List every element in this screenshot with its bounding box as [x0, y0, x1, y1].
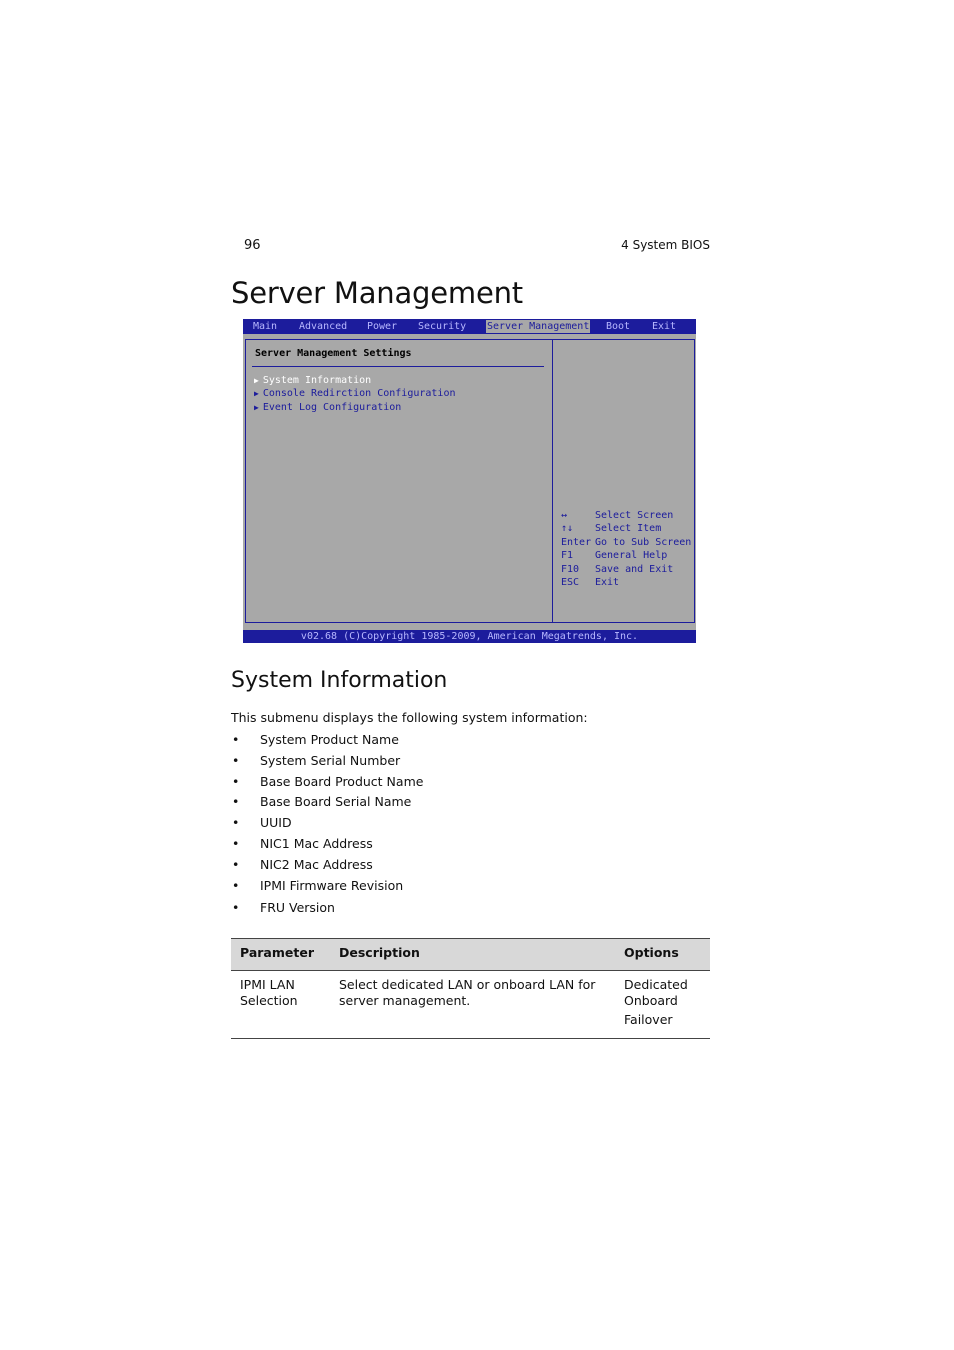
bios-divider [252, 366, 544, 367]
cell-parameter: IPMI LAN Selection [240, 977, 298, 1008]
key-help-select-item: ↑↓ Select Item [561, 523, 662, 534]
bullet-icon: • [232, 815, 240, 831]
table-header [231, 939, 710, 971]
section-title: System Information [231, 668, 448, 693]
key-help-select-screen: ↔ Select Screen [561, 510, 674, 521]
bullet-icon: • [232, 900, 240, 916]
bullet-icon: • [232, 794, 240, 810]
bullet-icon: • [232, 773, 240, 789]
bios-item-system-information[interactable]: ▶ System Information [254, 375, 372, 386]
bios-screenshot [243, 319, 696, 643]
bios-tab-exit[interactable]: Exit [652, 321, 677, 332]
submenu-arrow-icon: ▶ [254, 403, 259, 412]
list-item: • Base Board Serial Name [232, 794, 412, 810]
bios-item-console-redirection[interactable]: ▶ Console Redirction Configuration [254, 388, 456, 399]
table-row [231, 971, 710, 1038]
list-item: • NIC1 Mac Address [232, 835, 373, 851]
cell-description: Select dedicated LAN or onboard LAN for server management. [339, 977, 596, 1008]
list-item: • IPMI Firmware Revision [232, 877, 404, 893]
bios-help-panel [552, 339, 695, 623]
bullet-icon: • [232, 877, 240, 893]
bios-copyright-bar: v02.68 (C)Copyright 1985-2009, American Megatrends, Inc. [243, 630, 696, 643]
bullet-icon: • [232, 856, 240, 872]
submenu-arrow-icon: ▶ [254, 376, 259, 385]
option-failover: Failover [624, 1012, 673, 1027]
bios-item-event-log[interactable]: ▶ Event Log Configuration [254, 402, 402, 413]
page-title: Server Management [231, 276, 523, 310]
list-item: • System Serial Number [232, 752, 401, 768]
option-dedicated: Dedicated [624, 977, 688, 992]
bios-tab-advanced[interactable]: Advanced [299, 321, 348, 332]
section-intro: This submenu displays the following system information: [231, 710, 588, 725]
list-item: • NIC2 Mac Address [232, 856, 373, 872]
info-bullet-list [231, 731, 423, 920]
bios-tab-main[interactable]: Main [253, 321, 278, 332]
chapter-header: 4 System BIOS [621, 238, 710, 252]
header-options: Options [624, 945, 679, 960]
parameter-table [231, 938, 710, 1039]
key-help-esc: ESC Exit [561, 577, 620, 588]
key-help-enter: Enter Go to Sub Screen [561, 537, 692, 548]
page-number: 96 [244, 238, 261, 253]
list-item: • System Product Name [232, 732, 399, 747]
key-help-f1: F1 General Help [561, 550, 668, 561]
cell-options [624, 977, 688, 1028]
bios-tab-power[interactable]: Power [367, 321, 398, 332]
submenu-arrow-icon: ▶ [254, 389, 259, 398]
bios-tab-server-management[interactable]: Server Management [487, 321, 590, 332]
header-description: Description [339, 945, 420, 960]
bullet-icon: • [232, 752, 240, 768]
bios-panel-title: Server Management Settings [255, 348, 412, 359]
list-item: • UUID [232, 815, 292, 831]
bios-tab-boot[interactable]: Boot [606, 321, 631, 332]
list-item: • FRU Version [232, 900, 335, 916]
bullet-icon: • [232, 835, 240, 851]
option-onboard: Onboard [624, 993, 678, 1008]
bios-tab-security[interactable]: Security [418, 321, 467, 332]
header-parameter: Parameter [240, 945, 314, 960]
list-item: • Base Board Product Name [232, 773, 424, 789]
bios-settings-panel [245, 339, 553, 623]
key-help-f10: F10 Save and Exit [561, 564, 674, 575]
bullet-icon: • [232, 732, 240, 747]
bios-menu-bar [243, 319, 696, 334]
